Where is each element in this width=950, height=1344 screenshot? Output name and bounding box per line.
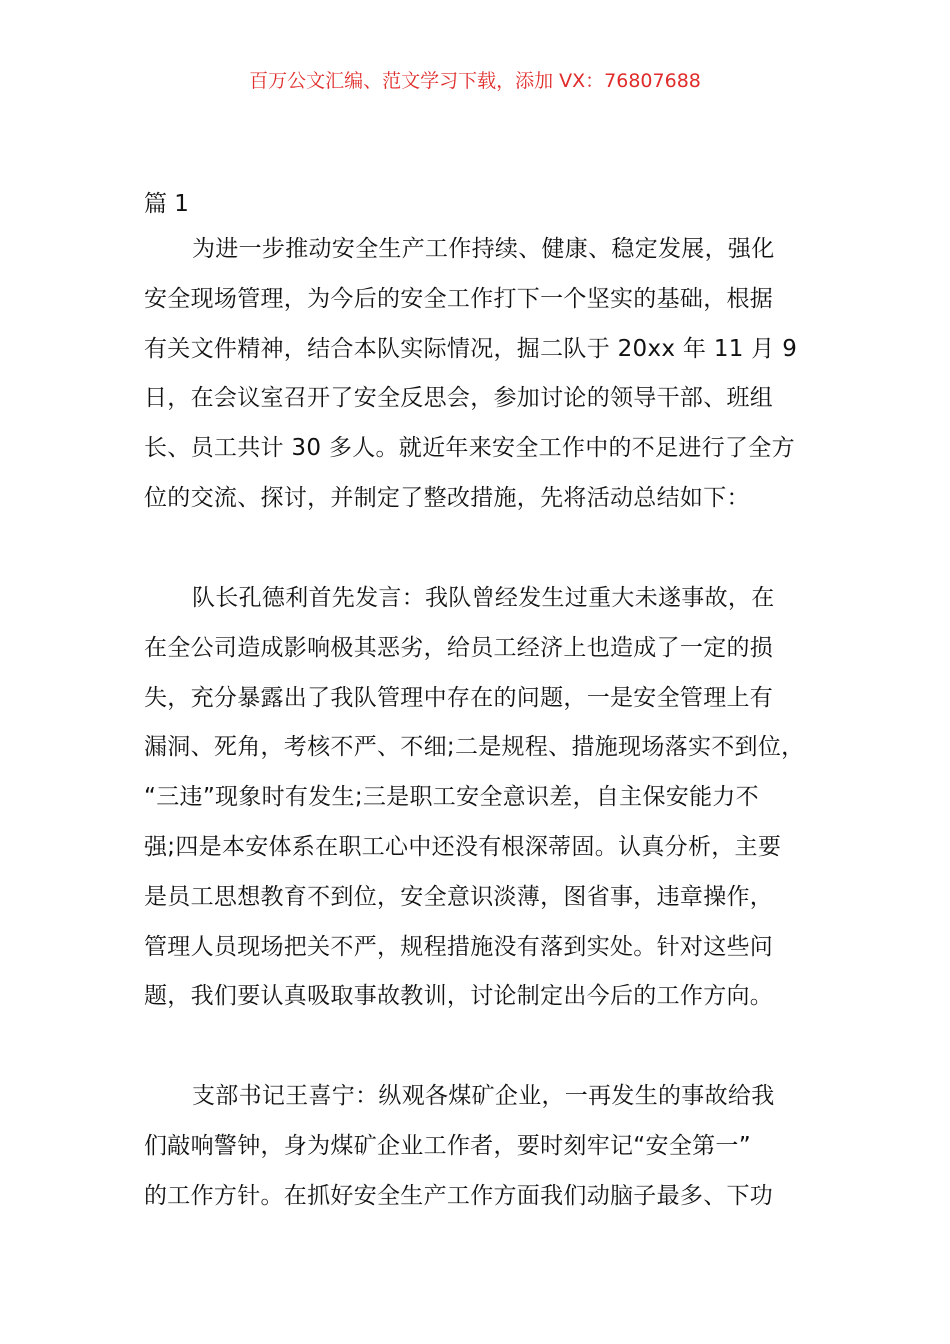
text-line: 管理人员现场把关不严，规程措施没有落到实处。针对这些问: [144, 933, 774, 960]
paragraph-captain-speech: [144, 574, 844, 1022]
text-line: 漏洞、死角，考核不严、不细;二是规程、措施现场落实不到位，: [144, 734, 805, 761]
text-line: 日，在会议室召开了安全反思会，参加讨论的领导干部、班组: [144, 385, 774, 412]
text-line: 的工作方针。在抓好安全生产工作方面我们动脑子最多、下功: [144, 1182, 774, 1209]
watermark-header: 百万公文汇编、范文学习下载，添加 VX：76807688: [249, 70, 701, 92]
text-line: 支部书记王喜宁：纵观各煤矿企业，一再发生的事故给我: [192, 1083, 775, 1109]
text-line: 安全现场管理，为今后的安全工作打下一个坚实的基础，根据: [144, 285, 774, 312]
section-heading: 篇 1: [144, 191, 189, 217]
text-line: 题，我们要认真吸取事故教训，讨论制定出今后的工作方向。: [144, 983, 774, 1010]
text-line: 在全公司造成影响极其恶劣，给员工经济上也造成了一定的损: [144, 634, 774, 661]
text-line: 强;四是本安体系在职工心中还没有根深蒂固。认真分析，主要: [144, 833, 782, 860]
text-line: “三违”现象时有发生;三是职工安全意识差，自主保安能力不: [144, 784, 759, 811]
text-line: 长、员工共计 30 多人。就近年来安全工作中的不足进行了全方: [144, 435, 795, 462]
paragraph-secretary-speech: [144, 1072, 844, 1221]
text-line: 位的交流、探讨，并制定了整改措施，先将活动总结如下：: [144, 484, 750, 511]
paragraph-intro: [144, 225, 844, 524]
text-line: 失，充分暴露出了我队管理中存在的问题，一是安全管理上有: [144, 684, 774, 711]
text-line: 为进一步推动安全生产工作持续、健康、稳定发展，强化: [192, 236, 775, 262]
text-line: 队长孔德利首先发言：我队曾经发生过重大未遂事故，在: [192, 585, 775, 611]
text-line: 们敲响警钟，身为煤矿企业工作者，要时刻牢记“安全第一”: [144, 1132, 751, 1159]
text-line: 是员工思想教育不到位，安全意识淡薄，图省事，违章操作，: [144, 883, 774, 910]
text-line: 有关文件精神，结合本队实际情况，掘二队于 20xx 年 11 月 9: [144, 335, 798, 362]
